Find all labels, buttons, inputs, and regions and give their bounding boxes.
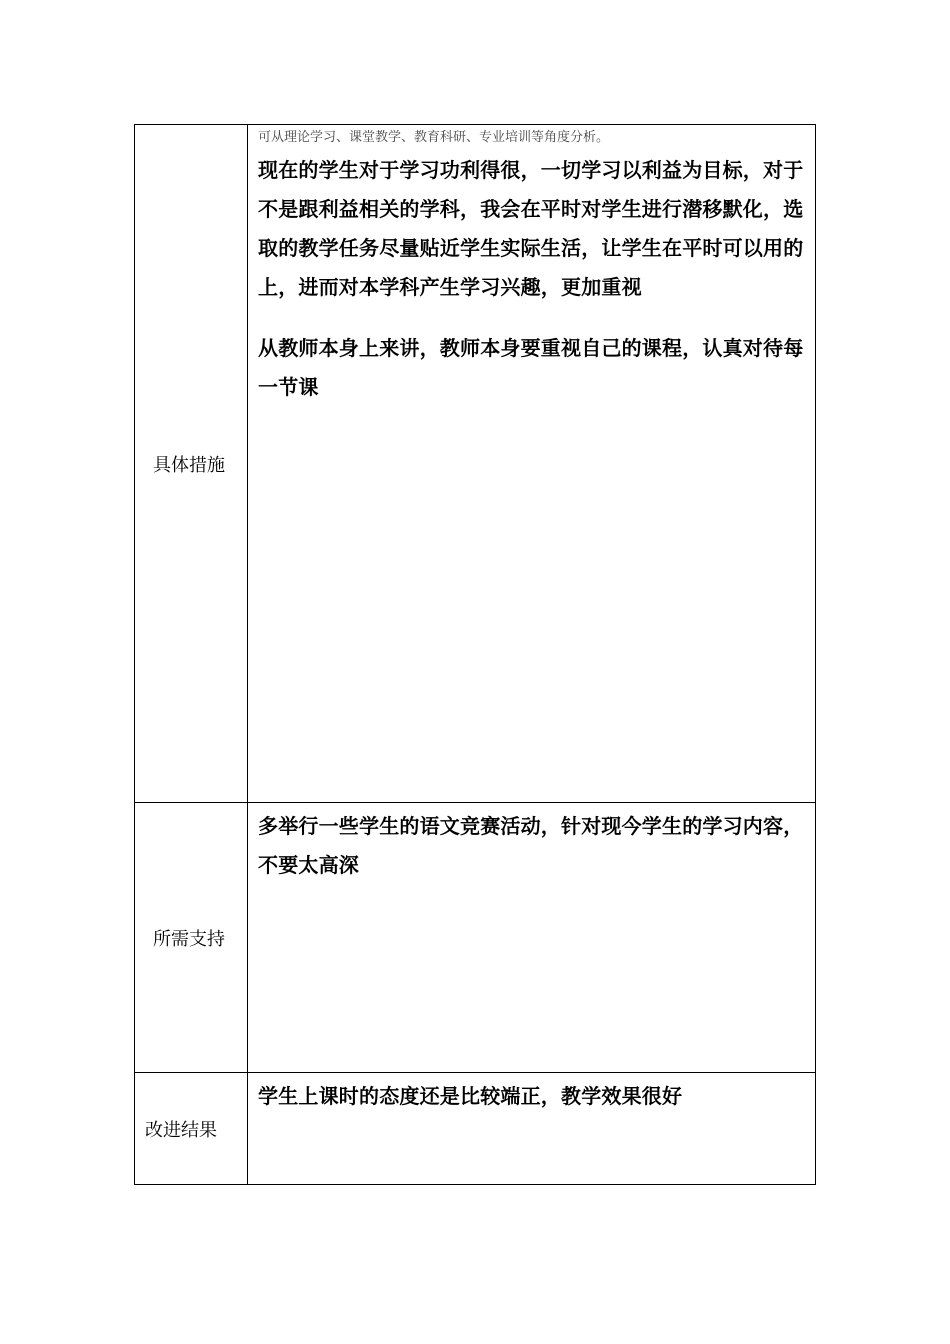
measures-paragraph-2: 从教师本身上来讲，教师本身要重视自己的课程，认真对待每一节课 xyxy=(258,336,804,399)
support-text: 多举行一些学生的语文竞赛活动，针对现今学生的学习内容，不要太高深 xyxy=(258,814,804,877)
support-content xyxy=(248,803,816,1073)
improvement-form-table xyxy=(134,124,816,1185)
result-label: 改进结果 xyxy=(135,1073,248,1185)
measures-content xyxy=(248,125,816,803)
result-text: 学生上课时的态度还是比较端正，教学效果很好 xyxy=(258,1084,683,1108)
result-content xyxy=(248,1073,816,1185)
measures-row xyxy=(135,125,816,803)
measures-label: 具体措施 xyxy=(135,125,248,803)
support-row xyxy=(135,803,816,1073)
result-row xyxy=(135,1073,816,1185)
measures-paragraph-1: 现在的学生对于学习功利得很，一切学习以利益为目标，对于不是跟利益相关的学科，我会在平时对学生进行潜移默化，选取的教学任务尽量贴近学生实际生活，让学生在平时可以用的上，进而对本学科产生学习兴趣，更加重视 xyxy=(258,158,804,299)
measures-hint: 可从理论学习、课堂教学、教育科研、专业培训等角度分析。 xyxy=(258,130,610,145)
support-label: 所需支持 xyxy=(135,803,248,1073)
